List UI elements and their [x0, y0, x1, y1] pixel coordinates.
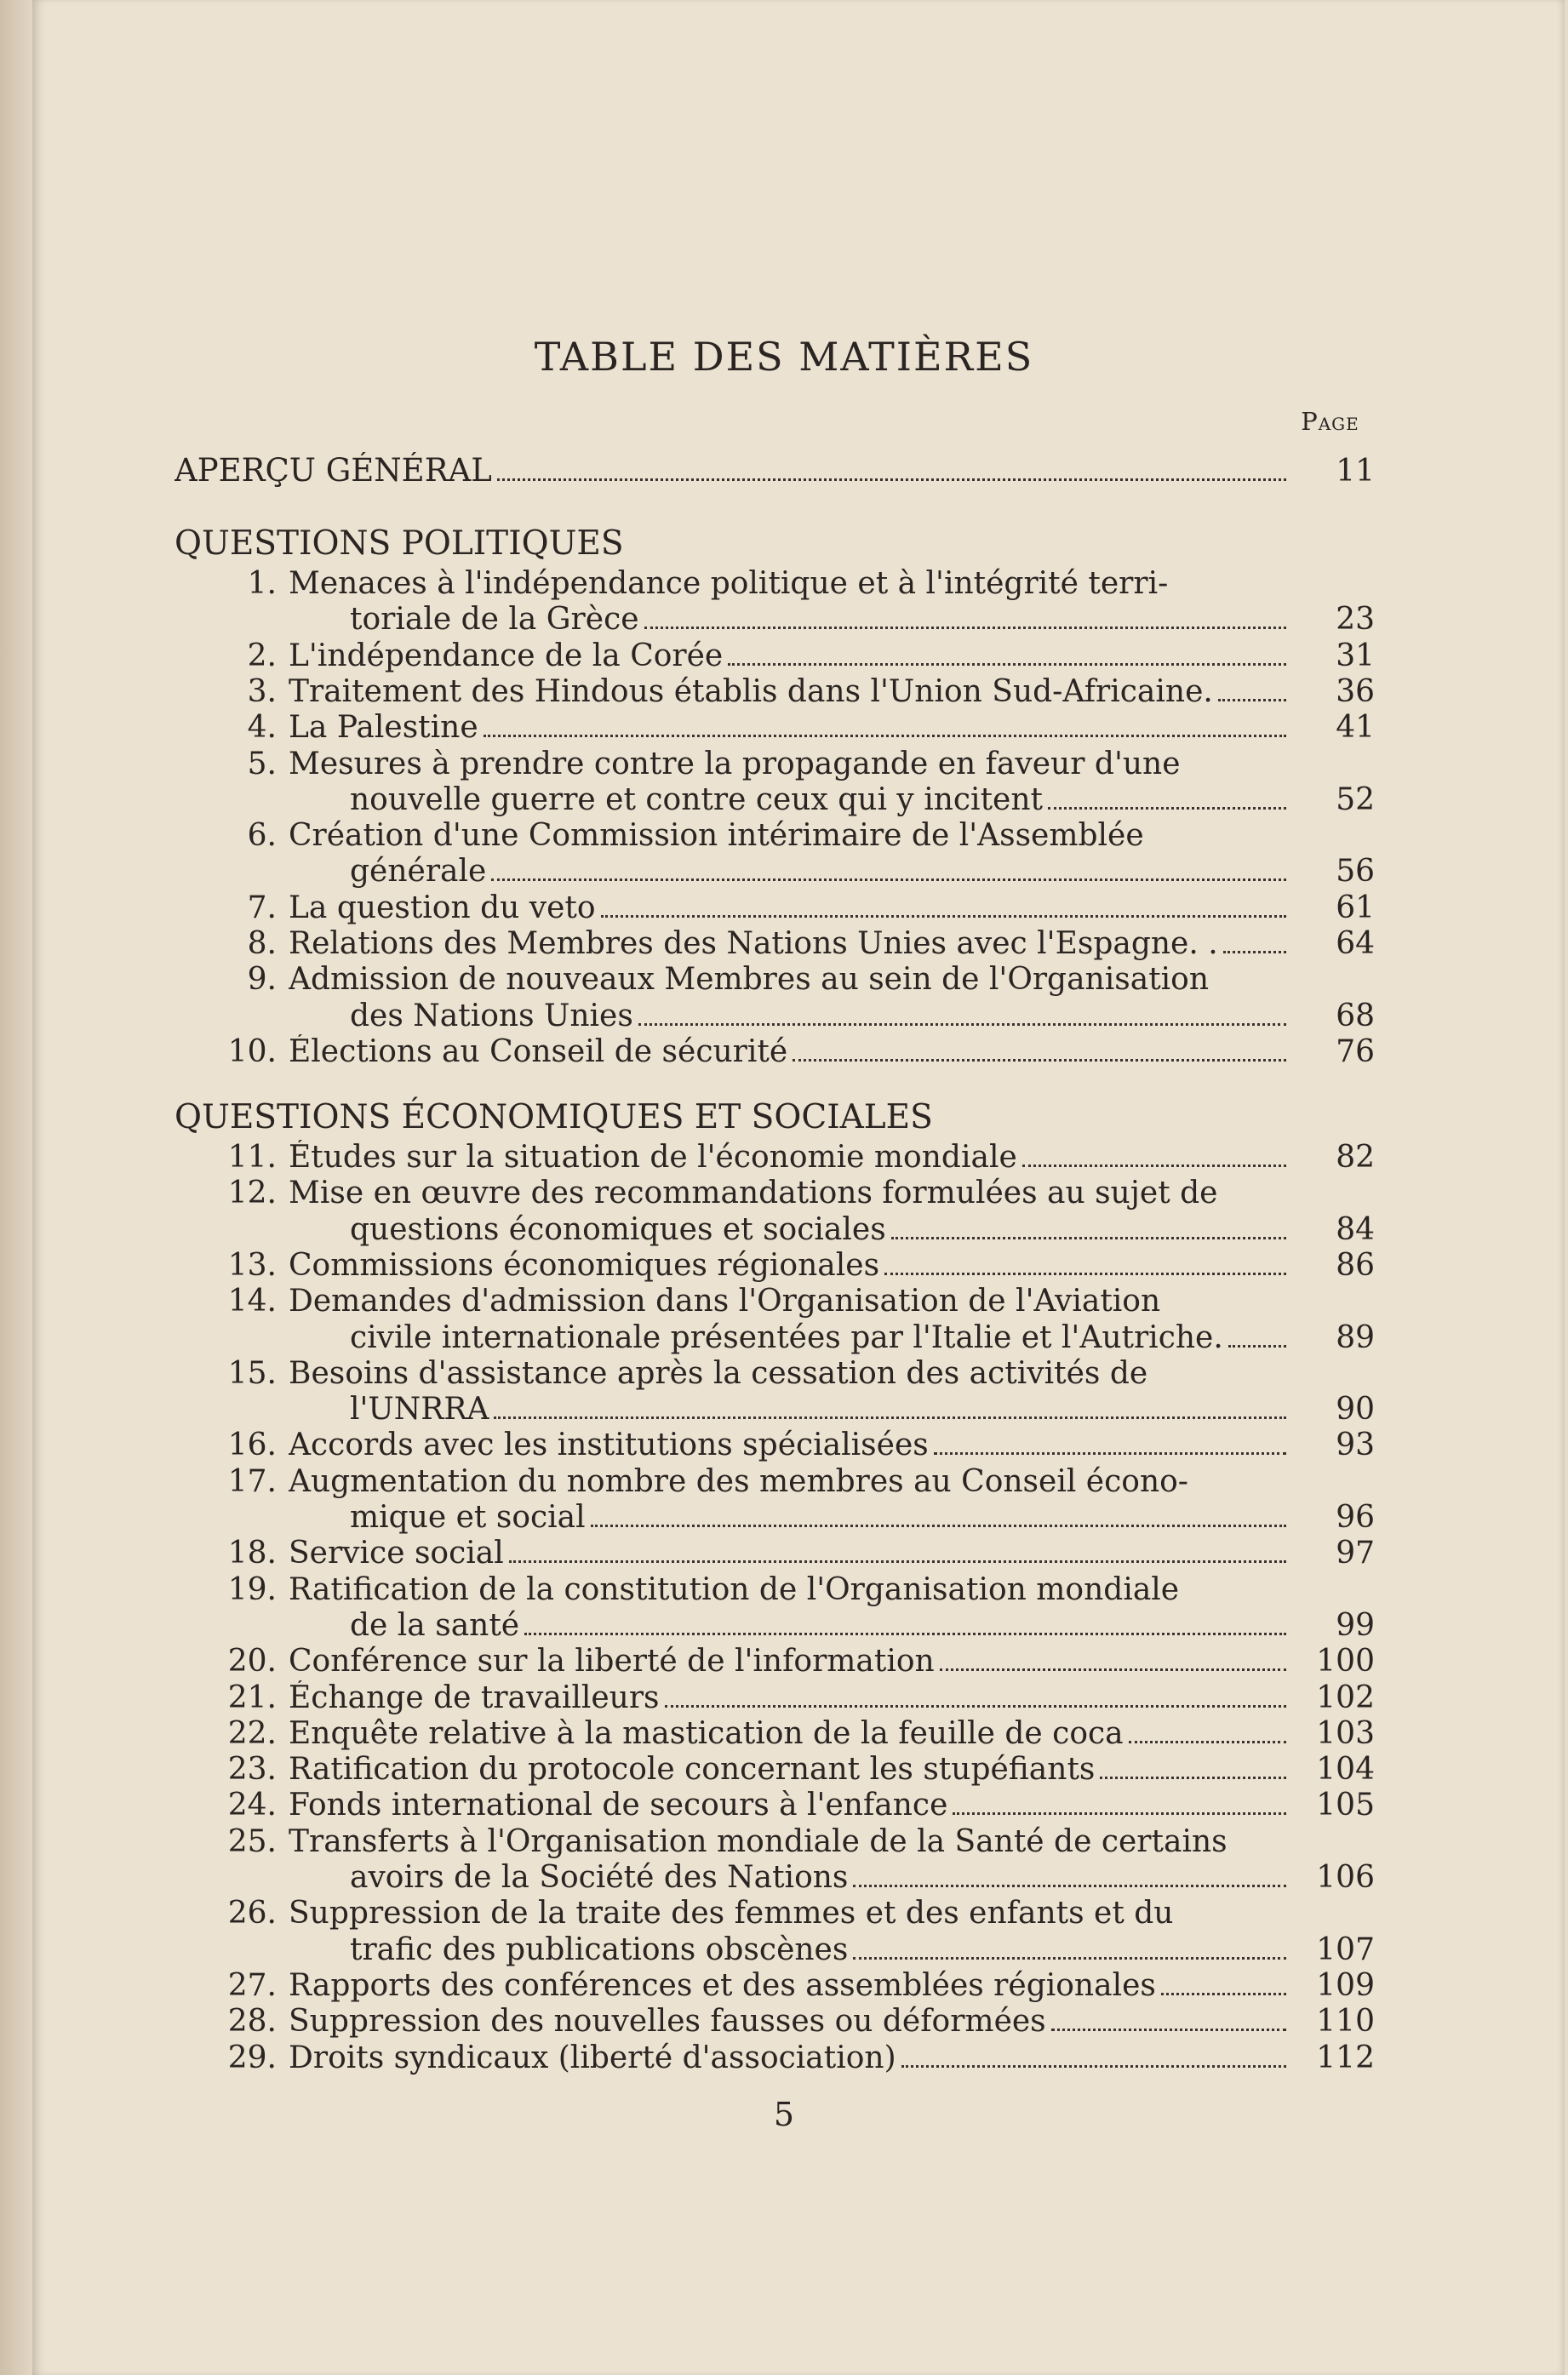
entry-title: Création d'une Commission intérimaire de l'Assemblée [289, 818, 1144, 854]
dot-leader [665, 1705, 1286, 1708]
entry-number: 23. [227, 1752, 277, 1788]
dot-leader [497, 478, 1286, 481]
entry-title: Échange de travailleurs [289, 1680, 660, 1715]
entry-page: 61 [1336, 890, 1375, 925]
entry-title: de la santé [350, 1607, 520, 1643]
dot-leader [934, 1452, 1286, 1455]
toc-entry-row [175, 959, 1375, 997]
dot-leader [509, 1560, 1286, 1563]
toc-entry-row [175, 1785, 1375, 1823]
entry-title: des Nations Unies [350, 998, 633, 1033]
dot-leader [1129, 1741, 1286, 1743]
toc-entry-row [175, 888, 1375, 925]
dot-leader [1051, 2029, 1286, 2031]
overview-page: 11 [1336, 454, 1375, 489]
section-heading: QUESTIONS POLITIQUES [175, 524, 624, 563]
entry-title: Accords avec les institutions spécialisées [289, 1428, 929, 1463]
entry-title: avoirs de la Société des Nations [350, 1860, 849, 1895]
toc-entry-row [175, 1678, 1375, 1715]
dot-leader [591, 1525, 1286, 1527]
toc-entry-row [175, 1893, 1375, 1931]
toc-entry-row [175, 1570, 1375, 1607]
page-column-heading: Page [1301, 407, 1359, 436]
entry-title: L'indépendance de la Corée [289, 638, 724, 673]
entry-number: 1. [247, 566, 277, 601]
entry-number: 5. [247, 746, 277, 781]
entry-title: Transferts à l'Organisation mondiale de la Santé de certains [289, 1823, 1228, 1859]
entry-page: 31 [1336, 638, 1375, 673]
entry-page: 76 [1336, 1033, 1375, 1069]
entry-title: Études sur la situation de l'économie mondiale [289, 1140, 1017, 1175]
toc-entry-row [175, 851, 1375, 889]
dot-leader [884, 1273, 1286, 1275]
toc-entry-row [175, 1857, 1375, 1895]
entry-title: Traitement des Hindous établis dans l'Union Sud-Africaine. [289, 673, 1213, 709]
entry-page: 99 [1336, 1607, 1375, 1643]
toc-entry-row [175, 1281, 1375, 1319]
dot-leader [853, 1885, 1286, 1887]
toc-entry-row [175, 1137, 1375, 1175]
dot-leader [1218, 699, 1286, 701]
toc-entry-row [175, 564, 1375, 601]
entry-number: 20. [227, 1644, 277, 1680]
entry-title: Rapports des conférences et des assemblées régionales [289, 1967, 1156, 2003]
dot-leader [494, 1416, 1286, 1419]
entry-number: 22. [227, 1715, 277, 1751]
entry-page: 103 [1316, 1715, 1375, 1751]
toc-entry-row [175, 924, 1375, 961]
entry-title: Droits syndicaux (liberté d'association) [289, 2040, 896, 2075]
entry-page: 56 [1336, 854, 1375, 890]
toc-entry-row [175, 1318, 1375, 1355]
toc-entry-row [175, 1353, 1375, 1391]
entry-number: 13. [227, 1247, 277, 1283]
entry-number: 4. [247, 710, 277, 746]
entry-title: Besoins d'assistance après la cessation des activités de [289, 1355, 1148, 1391]
entry-number: 28. [227, 2004, 277, 2040]
entry-number: 15. [227, 1355, 277, 1391]
dot-leader [1100, 1777, 1286, 1779]
entry-number: 3. [247, 673, 277, 709]
dot-leader [853, 1957, 1286, 1960]
entry-title: Commissions économiques régionales [289, 1247, 880, 1283]
dot-leader [1022, 1165, 1286, 1167]
toc-entry-row [175, 744, 1375, 781]
entry-number: 24. [227, 1788, 277, 1823]
entry-page: 84 [1336, 1211, 1375, 1247]
toc-entry-row [175, 1714, 1375, 1751]
toc-entry-row [175, 780, 1375, 817]
entry-number: 19. [227, 1571, 277, 1607]
entry-page: 107 [1316, 1931, 1375, 1967]
toc-entry-row [175, 1497, 1375, 1535]
entry-title: Augmentation du nombre des membres au Conseil écono- [289, 1463, 1188, 1499]
entry-page: 93 [1336, 1428, 1375, 1463]
entry-page: 109 [1316, 1967, 1375, 2003]
entry-title: Fonds international de secours à l'enfance [289, 1788, 948, 1823]
entry-title: Ratification du protocole concernant les stupéfiants [289, 1752, 1096, 1788]
toc-entry-row [175, 1533, 1375, 1571]
entry-title: Conférence sur la liberté de l'information [289, 1644, 935, 1680]
entry-number: 26. [227, 1896, 277, 1931]
entry-number: 14. [227, 1284, 277, 1319]
dot-leader [940, 1668, 1286, 1671]
toc-entry-row [175, 1930, 1375, 1967]
entry-page: 110 [1316, 2004, 1375, 2040]
dot-leader [491, 878, 1286, 881]
entry-page: 23 [1336, 602, 1375, 638]
entry-title: Enquête relative à la mastication de la feuille de coca [289, 1715, 1124, 1751]
toc-entry-row [175, 816, 1375, 853]
entry-number: 8. [247, 926, 277, 961]
entry-title: questions économiques et sociales [350, 1211, 886, 1247]
toc-entry-row [175, 1173, 1375, 1210]
toc-entry-row [175, 599, 1375, 637]
entry-title: Suppression des nouvelles fausses ou déformées [289, 2004, 1046, 2040]
entry-number: 17. [227, 1463, 277, 1499]
entry-title: Mise en œuvre des recommandations formulées au sujet de [289, 1176, 1218, 1211]
entry-title: mique et social [350, 1500, 586, 1535]
entry-page: 112 [1316, 2040, 1375, 2075]
entry-number: 21. [227, 1680, 277, 1715]
entry-title: Suppression de la traite des femmes et des enfants et du [289, 1896, 1174, 1931]
section-heading: QUESTIONS ÉCONOMIQUES ET SOCIALES [175, 1098, 933, 1136]
entry-number: 10. [227, 1033, 277, 1069]
entry-page: 89 [1336, 1319, 1375, 1355]
entry-title: Relations des Membres des Nations Unies avec l'Espagne. . [289, 926, 1218, 961]
entry-number: 6. [247, 818, 277, 854]
toc-entry-row [175, 672, 1375, 709]
entry-number: 25. [227, 1823, 277, 1859]
entry-page: 64 [1336, 926, 1375, 961]
toc-entry-row [175, 1822, 1375, 1859]
entry-page: 82 [1336, 1140, 1375, 1175]
entry-title: Admission de nouveaux Membres au sein de l'Organisation [289, 962, 1210, 998]
entry-number: 29. [227, 2040, 277, 2075]
toc-overview-row [175, 451, 1375, 489]
toc-entry-row [175, 996, 1375, 1033]
entry-number: 2. [247, 638, 277, 673]
entry-title: Demandes d'admission dans l'Organisation de l'Aviation [289, 1284, 1161, 1319]
dot-leader [728, 663, 1286, 666]
toc-entry-row [175, 1032, 1375, 1069]
dot-leader [793, 1059, 1286, 1062]
dot-leader [524, 1633, 1286, 1635]
entry-title: Ratification de la constitution de l'Organisation mondiale [289, 1571, 1180, 1607]
dot-leader [1161, 1993, 1286, 1995]
entry-page: 86 [1336, 1247, 1375, 1283]
entry-title: Menaces à l'indépendance politique et à l'intégrité terri- [289, 566, 1169, 601]
entry-number: 12. [227, 1176, 277, 1211]
entry-page: 100 [1316, 1644, 1375, 1680]
entry-title: Élections au Conseil de sécurité [289, 1033, 788, 1069]
entry-page: 41 [1336, 710, 1375, 746]
dot-leader [644, 627, 1286, 629]
entry-page: 52 [1336, 781, 1375, 817]
entry-title: La Palestine [289, 710, 478, 746]
overview-label: APERÇU GÉNÉRAL [175, 452, 492, 489]
entry-number: 9. [247, 962, 277, 998]
entry-page: 90 [1336, 1392, 1375, 1428]
entry-title: La question du veto [289, 890, 596, 925]
entry-number: 16. [227, 1428, 277, 1463]
entry-title: nouvelle guerre et contre ceux qui y incitent [350, 781, 1043, 817]
dot-leader [901, 2065, 1286, 2068]
entry-page: 97 [1336, 1536, 1375, 1571]
toc-entry-row [175, 707, 1375, 745]
entry-number: 11. [227, 1140, 277, 1175]
dot-leader [953, 1812, 1286, 1815]
entry-page: 106 [1316, 1860, 1375, 1895]
toc-entry-row [175, 1245, 1375, 1283]
entry-page: 96 [1336, 1500, 1375, 1535]
entry-title: générale [350, 854, 487, 890]
toc-entry-row [175, 1605, 1375, 1643]
dot-leader [1223, 951, 1286, 953]
toc-entry-row [175, 2038, 1375, 2075]
page-title: TABLE DES MATIÈRES [534, 334, 1034, 380]
entry-number: 27. [227, 1967, 277, 2003]
dot-leader [1048, 807, 1286, 810]
toc-entry-row [175, 1210, 1375, 1247]
toc-entry-row [175, 1966, 1375, 2003]
dot-leader [601, 915, 1286, 918]
entry-title: Mesures à prendre contre la propagande en faveur d'une [289, 746, 1181, 781]
dot-leader [1228, 1345, 1286, 1348]
entry-number: 7. [247, 890, 277, 925]
entry-page: 104 [1316, 1752, 1375, 1788]
page-number: 5 [773, 2096, 795, 2133]
toc-entry-row [175, 636, 1375, 673]
entry-title: l'UNRRA [350, 1392, 489, 1428]
entry-title: toriale de la Grèce [350, 602, 639, 638]
toc-entry-row [175, 1749, 1375, 1787]
dot-leader [891, 1237, 1286, 1239]
entry-page: 102 [1316, 1680, 1375, 1715]
toc-entry-row [175, 1389, 1375, 1427]
dot-leader [484, 735, 1286, 737]
toc-entry-row [175, 1641, 1375, 1679]
toc-entry-row [175, 1462, 1375, 1499]
toc-entry-row [175, 2001, 1375, 2039]
toc-entry-row [175, 1425, 1375, 1462]
entry-page: 105 [1316, 1788, 1375, 1823]
entry-number: 18. [227, 1536, 277, 1571]
entry-title: civile internationale présentées par l'Italie et l'Autriche. [350, 1319, 1223, 1355]
entry-page: 36 [1336, 673, 1375, 709]
dot-leader [638, 1023, 1286, 1026]
entry-title: trafic des publications obscènes [350, 1931, 849, 1967]
entry-title: Service social [289, 1536, 504, 1571]
entry-page: 68 [1336, 998, 1375, 1033]
